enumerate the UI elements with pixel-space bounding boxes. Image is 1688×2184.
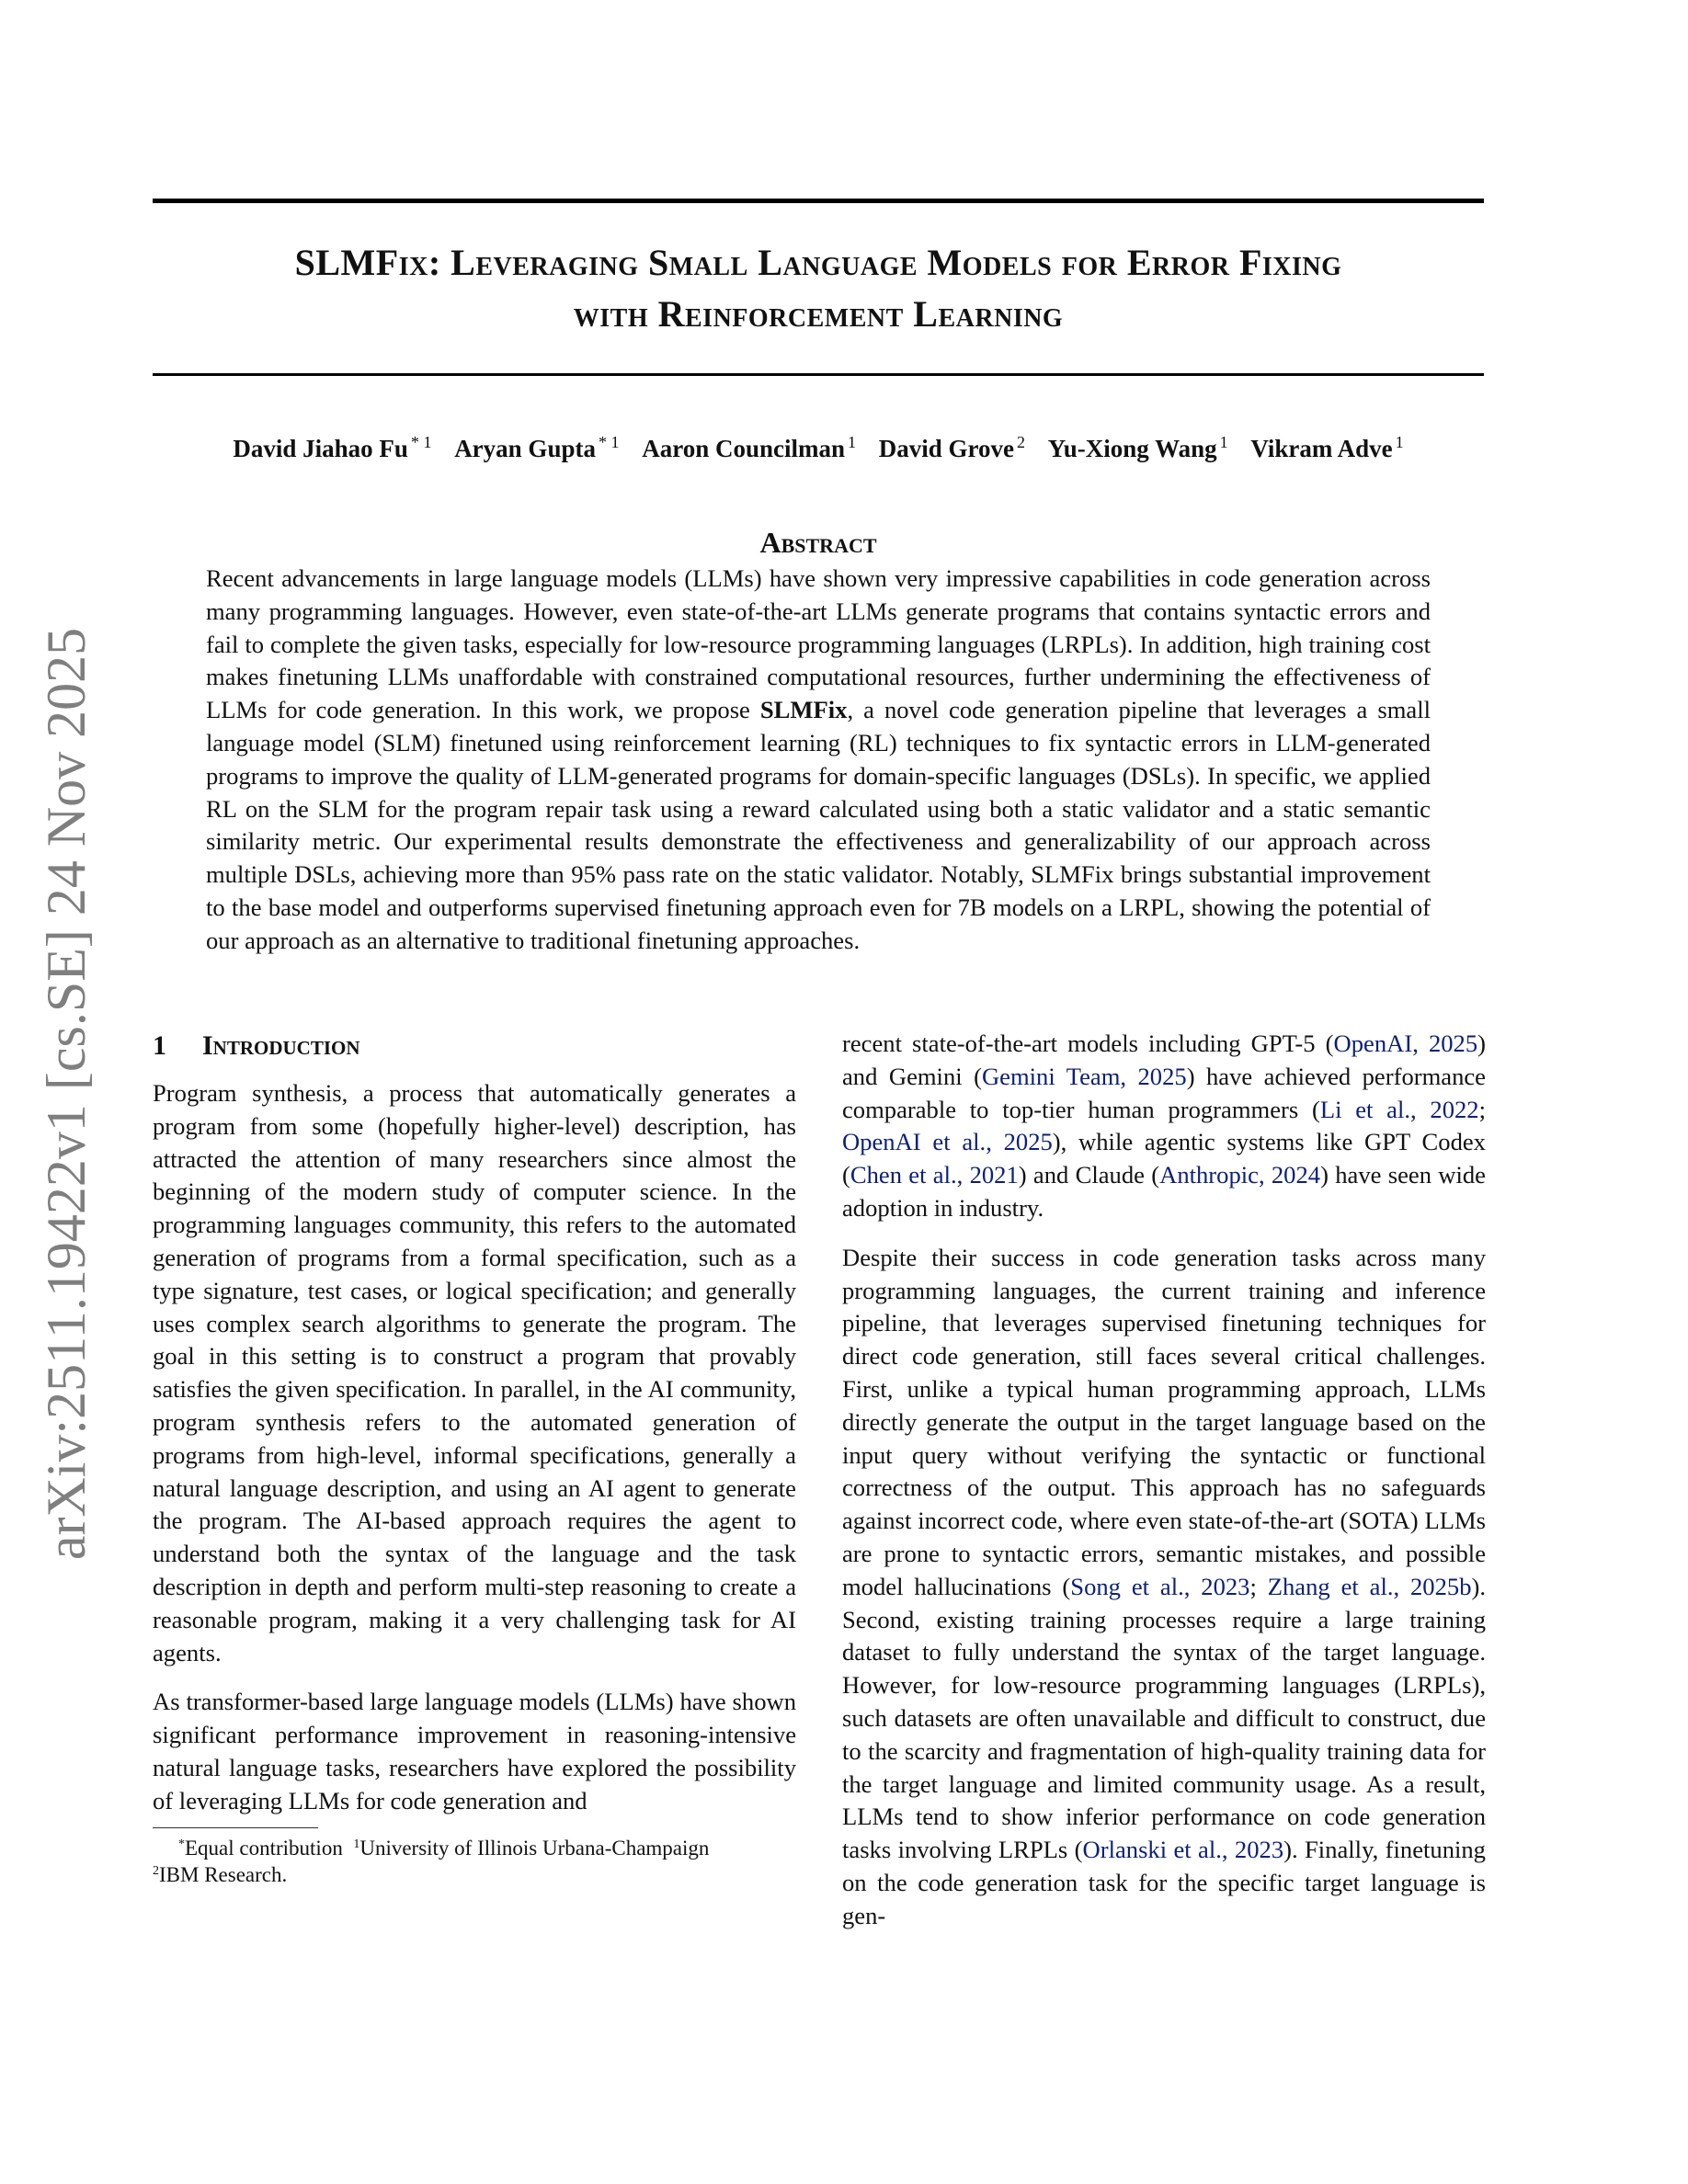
author-affiliation-mark: 1 (848, 433, 857, 451)
citation-link[interactable]: Zhang et al., 2025b (1267, 1572, 1472, 1600)
author: Vikram Adve $^1$ (1250, 433, 1404, 462)
citation-link[interactable]: Chen et al., 2021 (850, 1161, 1019, 1189)
footnote-affiliation-1: University of Illinois Urbana-Champaign (359, 1837, 710, 1860)
footnotes: *Equal contribution $^1$University of Illinois Urbana-Champaign $^2$IBM Research. (153, 1837, 710, 1886)
footnote-affiliation-2: IBM Research. (159, 1863, 288, 1886)
citation-link[interactable]: Song et al., 2023 (1070, 1572, 1250, 1600)
author: Yu-Xiong Wang $^1$ (1047, 433, 1228, 462)
right-column (842, 1028, 1486, 1950)
paragraph: As transformer-based large language models (LLMs) have shown significant performance improvement in reasoning-intensive natural language tasks, researchers have explored the possibility of leveraging LLMs for code generation and (153, 1688, 796, 1814)
method-name-bold: SLMFix (759, 696, 848, 724)
author-affiliation-mark: * 1 (410, 433, 432, 451)
author: David Grove $^2$ (878, 433, 1026, 462)
citation-link[interactable]: OpenAI, 2025 (1333, 1029, 1478, 1057)
author-affiliation-mark: * 1 (598, 433, 620, 451)
section-number: 1 (153, 1030, 166, 1061)
paper-title (153, 237, 1484, 340)
citation-link[interactable]: Orlanski et al., 2023 (1082, 1836, 1284, 1864)
citation-link[interactable]: Gemini Team, 2025 (981, 1062, 1187, 1090)
paragraph: Program synthesis, a process that automatically generates a program from some (hopefully higher-level) description, has attracted the attention of many researchers since almost the beginning of the modern study of computer science. In the programming languages community, this refers to the automated generation of programs from a formal specification, such as a type signature, test cases, or logical specification; and generally uses complex search algorithms to generate the program. The goal in this setting is to construct a program that provably satisfies the given specification. In parallel, in the AI community, program synthesis refers to the automated generation of programs from high-level, informal specifications, generally a natural language description, and using an AI agent to generate the program. The AI-based approach requires the agent to understand both the syntax of the language and the task description in depth and perform multi-step reasoning to create a reasonable program, making it a very challenging task for AI agents. (153, 1079, 796, 1666)
citation-link[interactable]: Anthropic, 2024 (1159, 1161, 1321, 1189)
abstract-heading: Abstract (759, 526, 877, 559)
abstract-body: Recent advancements in large language models (LLMs) have shown very impressive capabilities in code generation across many programming languages. However, even state-of-the-art LLMs generate programs that contains syntactic errors and fail to complete the given tasks, especially for low-resource programming languages (LRPLs). In addition, high training cost makes finetuning LLMs unaffordable with constrained computational resources, further undermining the effectiveness of LLMs for code generation. In this work, we propose SLMFix, a novel code generation pipeline that leverages a small language model (SLM) finetuned using reinforcement learning (RL) techniques to fix syntactic errors in LLM-generated programs to improve the quality of LLM-generated programs for domain-specific languages (DSLs). In specific, we applied RL on the SLM for the program repair task using a reward calculated using both a static validator and a static semantic similarity metric. Our experimental results demonstrate the effectiveness and generalizability of our approach across multiple DSLs, achieving more than 95% pass rate on the static validator. Notably, SLMFix brings substantial improvement to the base model and outperforms supervised finetuning approach even for 7B models on a LRPL, showing the potential of our approach as an alternative to traditional finetuning approaches. (206, 564, 1431, 954)
section-heading-introduction (153, 1028, 796, 1064)
section-title: Introduction (202, 1030, 360, 1061)
author-list (153, 432, 1484, 465)
title-bottom-rule (153, 373, 1484, 376)
arxiv-identifier-stamp: arXiv:2511.19422v1 [cs.SE] 24 Nov 2025 (36, 627, 97, 1561)
title-line-1: SLMFix: Leveraging Small Language Models for Error Fixing (294, 242, 1342, 283)
author: Aryan Gupta $^{* 1}$ (454, 433, 620, 462)
citation-link[interactable]: OpenAI et al., 2025 (842, 1128, 1053, 1156)
author-affiliation-mark: 1 (1219, 433, 1228, 451)
author: David Jiahao Fu $^{* 1}$ (233, 433, 432, 462)
citation-link[interactable]: Li et al., 2022 (1319, 1095, 1479, 1123)
author-affiliation-mark: 1 (1395, 433, 1404, 451)
author-affiliation-mark: 2 (1017, 433, 1026, 451)
author: Aaron Councilman $^1$ (642, 433, 857, 462)
paragraph: recent state-of-the-art models including GPT-5 (OpenAI, 2025) and Gemini (Gemini Team, 2025) have achieved performance comparable to top-tier human programmers (Li et al., 2022; OpenAI et al., 2025), while agentic systems like GPT Codex (Chen et al., 2021) and Claude (Anthropic, 2024) have seen wide adoption in industry. (842, 1029, 1486, 1222)
title-line-2: with Reinforcement Learning (573, 293, 1064, 335)
left-column (153, 1028, 796, 1835)
footnote-equal-contribution: Equal contribution (185, 1837, 343, 1860)
title-top-rule (153, 199, 1484, 203)
paragraph: Despite their success in code generation tasks across many programming languages, the current training and inference pipeline, that leverages supervised finetuning techniques for direct code generation, still faces several critical challenges. First, unlike a typical human programming approach, LLMs directly generate the output in the target language based on the input query without verifying the syntactic or functional correctness of the output. This approach has no safeguards against incorrect code, where even state-of-the-art (SOTA) LLMs are prone to syntactic errors, semantic mistakes, and possible model hallucinations (Song et al., 2023; Zhang et al., 2025b). Second, existing training processes require a large training dataset to fully understand the syntax of the target language. However, for low-resource programming languages (LRPLs), such datasets are often unavailable and difficult to construct, due to the scarcity and fragmentation of high-quality training data for the target language and limited community usage. As a result, LLMs tend to show inferior performance on code generation tasks involving LRPLs (Orlanski et al., 2023). Finally, finetuning on the code generation task for the specific target language is gen- (842, 1243, 1487, 1929)
footnote-rule (153, 1827, 318, 1828)
